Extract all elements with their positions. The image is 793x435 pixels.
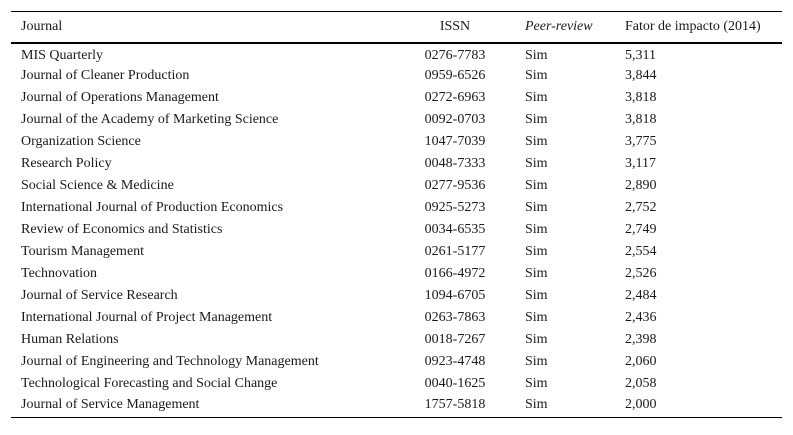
table-row: [11, 307, 782, 329]
cell-issn: 0034-6535: [424, 222, 486, 237]
cell-journal: International Journal of Production Economics: [21, 200, 284, 215]
cell-impact-factor: 3,117: [625, 156, 656, 171]
table-row: [11, 263, 782, 285]
cell-journal: Organization Science: [21, 134, 141, 149]
header-impact-factor: Fator de impacto (2014): [625, 19, 761, 34]
header-journal: Journal: [21, 19, 63, 34]
cell-journal: MIS Quarterly: [21, 47, 104, 63]
cell-journal: Journal of Cleaner Production: [21, 68, 190, 83]
cell-peer-review: Sim: [525, 288, 548, 303]
cell-peer-review: Sim: [525, 222, 548, 237]
cell-issn: 0092-0703: [424, 112, 486, 127]
cell-impact-factor: 2,436: [625, 310, 657, 325]
cell-journal: Tourism Management: [21, 244, 145, 259]
cell-peer-review: Sim: [525, 90, 548, 105]
table-row: [11, 109, 782, 131]
cell-issn: 0272-6963: [424, 90, 486, 105]
cell-issn: 0040-1625: [424, 376, 486, 391]
cell-issn: 0925-5273: [424, 200, 486, 215]
table-header: [11, 12, 782, 44]
table-row: [11, 153, 782, 175]
table-row: [11, 241, 782, 263]
cell-issn: 0959-6526: [424, 68, 486, 83]
cell-issn: 0263-7863: [424, 310, 486, 325]
cell-issn: 0018-7267: [424, 332, 486, 347]
cell-journal: Human Relations: [21, 332, 119, 347]
cell-impact-factor: 3,775: [625, 134, 657, 149]
cell-impact-factor: 2,060: [625, 354, 657, 369]
table-row: [11, 87, 782, 109]
cell-impact-factor: 2,058: [625, 376, 657, 391]
table-row: [11, 131, 782, 153]
cell-journal: Journal of Service Research: [21, 288, 178, 303]
cell-impact-factor: 3,844: [625, 68, 657, 83]
table-row: [11, 329, 782, 351]
cell-peer-review: Sim: [525, 266, 548, 281]
cell-peer-review: Sim: [525, 354, 548, 369]
cell-issn: 0277-9536: [424, 178, 486, 193]
table-row: [11, 285, 782, 307]
table-row: [11, 65, 782, 87]
cell-impact-factor: 2,554: [625, 244, 657, 259]
cell-peer-review: Sim: [525, 244, 548, 259]
cell-issn: 0923-4748: [424, 354, 486, 369]
cell-issn: 0261-5177: [424, 244, 486, 259]
cell-peer-review: Sim: [525, 47, 548, 63]
table-row: [11, 395, 782, 417]
cell-impact-factor: 2,484: [625, 288, 657, 303]
cell-journal: Journal of the Academy of Marketing Science: [21, 112, 279, 127]
cell-journal: Journal of Engineering and Technology Management: [21, 354, 319, 369]
cell-impact-factor: 2,526: [625, 266, 657, 281]
cell-peer-review: Sim: [525, 134, 548, 149]
cell-issn: 0166-4972: [424, 266, 486, 281]
cell-issn: 0048-7333: [424, 156, 486, 171]
table-row: [11, 373, 782, 395]
journal-table-container: [11, 11, 782, 418]
journal-table: [11, 11, 782, 418]
cell-peer-review: Sim: [525, 310, 548, 325]
cell-journal: Technological Forecasting and Social Change: [21, 376, 278, 391]
cell-journal: Technovation: [21, 266, 97, 281]
cell-peer-review: Sim: [525, 112, 548, 127]
cell-issn: 1047-7039: [424, 134, 486, 149]
cell-impact-factor: 2,398: [625, 332, 657, 347]
cell-journal: Social Science & Medicine: [21, 178, 174, 193]
cell-impact-factor: 2,000: [625, 396, 657, 412]
cell-journal: Journal of Operations Management: [21, 90, 219, 105]
cell-impact-factor: 5,311: [625, 47, 656, 63]
cell-issn: 1757-5818: [424, 396, 486, 412]
cell-peer-review: Sim: [525, 332, 548, 347]
cell-journal: Journal of Service Management: [21, 396, 200, 412]
cell-impact-factor: 2,890: [625, 178, 657, 193]
table-row: [11, 219, 782, 241]
table-row: [11, 43, 782, 65]
table-row: [11, 351, 782, 373]
table-row: [11, 175, 782, 197]
cell-issn: 0276-7783: [424, 47, 486, 63]
header-row: [11, 12, 782, 44]
cell-impact-factor: 3,818: [625, 90, 657, 105]
cell-journal: International Journal of Project Management: [21, 310, 273, 325]
cell-journal: Research Policy: [21, 156, 112, 171]
table-body: [11, 43, 782, 417]
cell-peer-review: Sim: [525, 200, 548, 215]
table-row: [11, 197, 782, 219]
header-peer-review: Peer-review: [525, 19, 593, 34]
cell-peer-review: Sim: [525, 178, 548, 193]
header-issn: ISSN: [439, 19, 471, 34]
cell-peer-review: Sim: [525, 396, 548, 412]
cell-issn: 1094-6705: [424, 288, 486, 303]
cell-peer-review: Sim: [525, 156, 548, 171]
cell-impact-factor: 3,818: [625, 112, 657, 127]
cell-journal: Review of Economics and Statistics: [21, 222, 223, 237]
cell-impact-factor: 2,749: [625, 222, 657, 237]
cell-impact-factor: 2,752: [625, 200, 657, 215]
cell-peer-review: Sim: [525, 68, 548, 83]
cell-peer-review: Sim: [525, 376, 548, 391]
